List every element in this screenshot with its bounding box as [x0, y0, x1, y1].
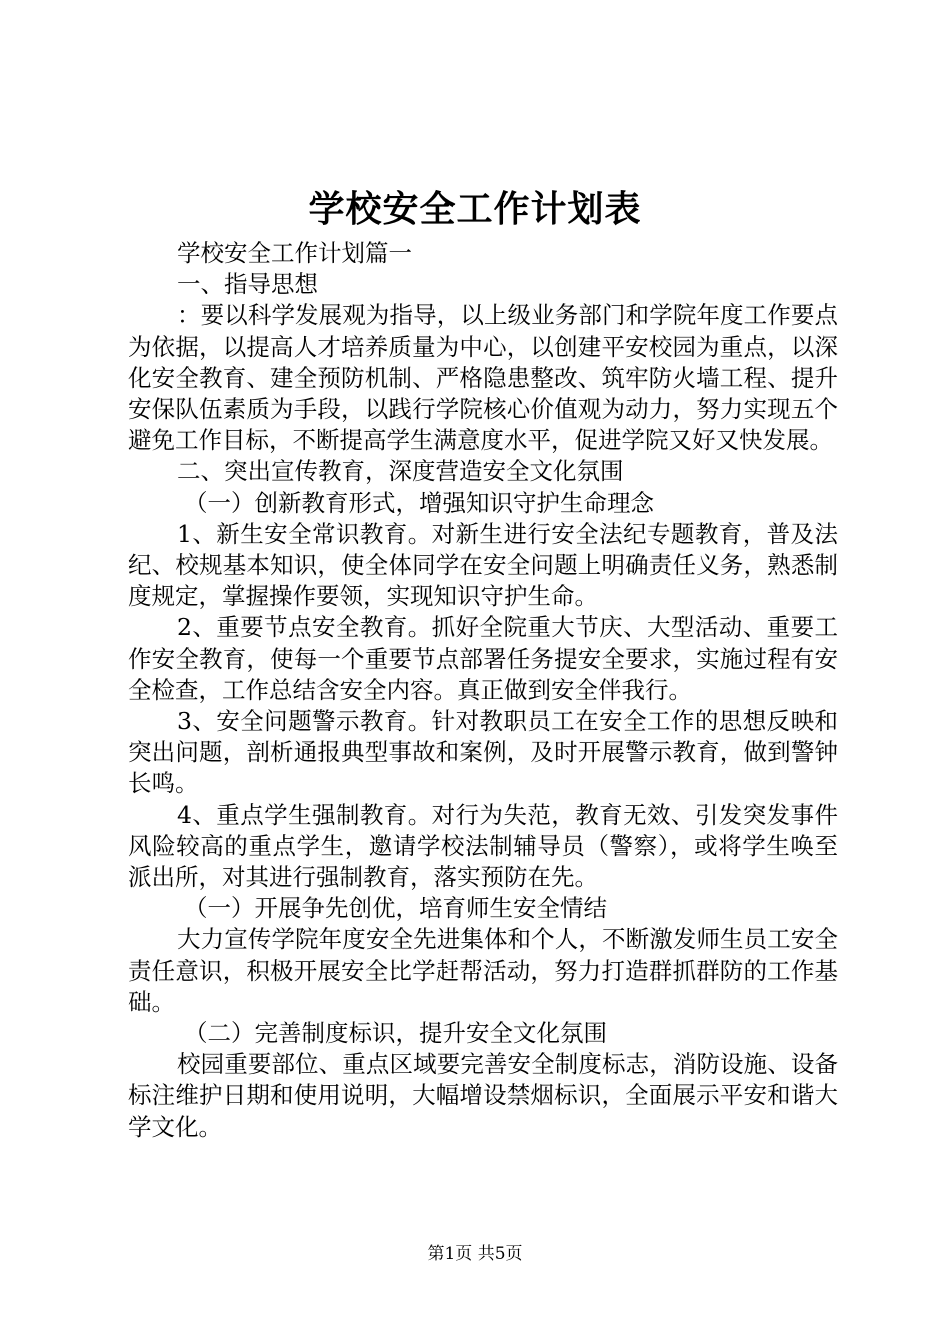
- subsection-heading: （一）开展争先创优，培育师生安全情结: [184, 894, 607, 923]
- document-body: [128, 238, 838, 1143]
- paragraph: ：要以科学发展观为指导，以上级业务部门和学院年度工作要点为依据，以提高人才培养质量为中心，以创建平安校园为重点，以深化安全教育、建全预防机制、严格隐患整改、筑牢防火墙工程、提升安保队伍素质为手段，以践行学院核心价值观为动力，努力实现五个避免工作目标，不断提高学生满意度水平，促进学院又好又快发展。: [128, 301, 838, 455]
- paragraph: 3、安全问题警示教育。针对教职员工在安全工作的思想反映和突出问题，剖析通报典型事故和案例，及时开展警示教育，做到警钟长鸣。: [128, 707, 838, 798]
- section-heading: 学校安全工作计划篇一: [177, 239, 412, 267]
- paragraph: 4、重点学生强制教育。对行为失范，教育无效、引发突发事件风险较高的重点学生，邀请学校法制辅导员（警察），或将学生唤至派出所，对其进行强制教育，落实预防在先。: [128, 800, 838, 892]
- document-title: 学校安全工作计划表: [308, 188, 642, 230]
- paragraph: 大力宣传学院年度安全先进集体和个人，不断激发师生员工安全责任意识，积极开展安全比学赶帮活动，努力打造群抓群防的工作基础。: [128, 925, 838, 1016]
- page-footer: 第1页 共5页: [427, 1244, 523, 1264]
- subsection-heading: （一）创新教育形式，增强知识守护生命理念: [184, 488, 654, 517]
- paragraph: 2、重要节点安全教育。抓好全院重大节庆、大型活动、重要工作安全教育，使每一个重要节点部署任务提安全要求，实施过程有安全检查，工作总结含安全内容。真正做到安全伴我行。: [128, 613, 838, 704]
- section-heading: 一、指导思想: [177, 270, 318, 299]
- paragraph: 校园重要部位、重点区域要完善安全制度标志，消防设施、设备标注维护日期和使用说明，大幅增设禁烟标识，全面展示平安和谐大学文化。: [128, 1050, 838, 1141]
- paragraph: 1、新生安全常识教育。对新生进行安全法纪专题教育，普及法纪、校规基本知识，使全体同学在安全问题上明确责任义务，熟悉制度规定，掌握操作要领，实现知识守护生命。: [128, 519, 838, 611]
- subsection-heading: （二）完善制度标识，提升安全文化氛围: [184, 1019, 607, 1048]
- section-heading: 二、突出宣传教育，深度营造安全文化氛围: [177, 457, 624, 486]
